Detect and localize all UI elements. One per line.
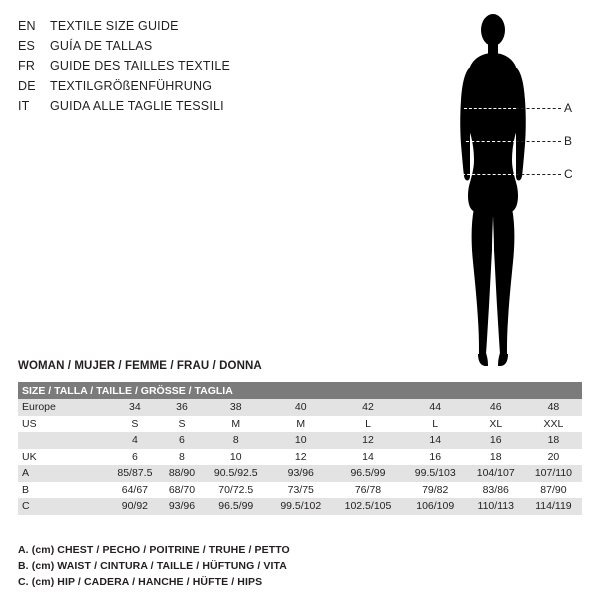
cell: M <box>269 416 332 433</box>
language-row-es <box>18 36 358 56</box>
cell: 36 <box>162 399 202 416</box>
cell: 14 <box>332 449 404 466</box>
table-caption: WOMAN / MUJER / FEMME / FRAU / DONNA <box>18 360 262 372</box>
cell: 34 <box>108 399 162 416</box>
cell: 18 <box>525 432 582 449</box>
cell: 12 <box>332 432 404 449</box>
cell: 110/113 <box>467 498 525 515</box>
cell: S <box>162 416 202 433</box>
cell: 68/70 <box>162 482 202 499</box>
cell: 88/90 <box>162 465 202 482</box>
cell: 10 <box>202 449 269 466</box>
language-row-fr <box>18 56 358 76</box>
table-row <box>18 482 582 499</box>
cell: 14 <box>404 432 467 449</box>
language-text-en: TEXTILE SIZE GUIDE <box>50 19 179 33</box>
measure-line-a-outer <box>516 108 561 109</box>
language-code-en: EN <box>18 19 36 33</box>
table-row <box>18 432 582 449</box>
measure-line-a-inner <box>464 108 516 109</box>
language-code-fr: FR <box>18 59 36 73</box>
cell: 102.5/105 <box>332 498 404 515</box>
cell: 93/96 <box>162 498 202 515</box>
cell: 6 <box>108 449 162 466</box>
cell: 6 <box>162 432 202 449</box>
cell: 99.5/103 <box>404 465 467 482</box>
cell: 79/82 <box>404 482 467 499</box>
row-label-a: A <box>18 465 108 482</box>
language-code-es: ES <box>18 39 36 53</box>
cell: S <box>108 416 162 433</box>
cell: 64/67 <box>108 482 162 499</box>
size-table <box>18 382 582 515</box>
body-figure <box>400 10 590 370</box>
cell: 83/86 <box>467 482 525 499</box>
note-c: C. (cm) HIP / CADERA / HANCHE / HÜFTE / HIPS <box>18 576 263 588</box>
table-header-cell: SIZE / TALLA / TAILLE / GRÖSSE / TAGLIA <box>18 382 582 399</box>
cell: 87/90 <box>525 482 582 499</box>
language-title-block <box>18 16 358 116</box>
row-label-us-numeric <box>18 432 108 449</box>
cell: 106/109 <box>404 498 467 515</box>
language-text-it: GUIDA ALLE TAGLIE TESSILI <box>50 99 224 113</box>
cell: 48 <box>525 399 582 416</box>
cell: 90/92 <box>108 498 162 515</box>
cell: 38 <box>202 399 269 416</box>
cell: 104/107 <box>467 465 525 482</box>
cell: 16 <box>404 449 467 466</box>
cell: 90.5/92.5 <box>202 465 269 482</box>
cell: 96.5/99 <box>202 498 269 515</box>
row-label-us: US <box>18 416 108 433</box>
cell: 73/75 <box>269 482 332 499</box>
cell: 20 <box>525 449 582 466</box>
language-code-it: IT <box>18 99 30 113</box>
note-b: B. (cm) WAIST / CINTURA / TAILLE / HÜFTUNG / VITA <box>18 560 287 572</box>
measure-line-b-inner <box>466 141 516 142</box>
cell: XXL <box>525 416 582 433</box>
female-silhouette-icon <box>438 10 548 370</box>
cell: 99.5/102 <box>269 498 332 515</box>
cell: 107/110 <box>525 465 582 482</box>
cell: 8 <box>202 432 269 449</box>
cell: XL <box>467 416 525 433</box>
language-row-de <box>18 76 358 96</box>
language-text-es: GUÍA DE TALLAS <box>50 39 153 53</box>
row-label-c: C <box>18 498 108 515</box>
cell: 42 <box>332 399 404 416</box>
cell: L <box>404 416 467 433</box>
table-row <box>18 416 582 433</box>
table-header-row <box>18 382 582 399</box>
measure-label-a: A <box>564 101 573 115</box>
row-label-uk: UK <box>18 449 108 466</box>
table-row <box>18 465 582 482</box>
cell: 10 <box>269 432 332 449</box>
cell: 114/119 <box>525 498 582 515</box>
cell: 46 <box>467 399 525 416</box>
cell: 85/87.5 <box>108 465 162 482</box>
cell: L <box>332 416 404 433</box>
cell: 93/96 <box>269 465 332 482</box>
measure-line-c-outer <box>516 174 561 175</box>
table-row <box>18 399 582 416</box>
cell: 18 <box>467 449 525 466</box>
measure-label-b: B <box>564 134 573 148</box>
cell: 96.5/99 <box>332 465 404 482</box>
measure-label-c: C <box>564 167 573 181</box>
table-row <box>18 498 582 515</box>
cell: 16 <box>467 432 525 449</box>
cell: 44 <box>404 399 467 416</box>
measure-line-b-outer <box>516 141 561 142</box>
cell: M <box>202 416 269 433</box>
cell: 8 <box>162 449 202 466</box>
language-text-fr: GUIDE DES TAILLES TEXTILE <box>50 59 231 73</box>
table-row <box>18 449 582 466</box>
language-text-de: TEXTILGRÖßENFÜHRUNG <box>50 79 213 93</box>
cell: 76/78 <box>332 482 404 499</box>
cell: 70/72.5 <box>202 482 269 499</box>
note-a: A. (cm) CHEST / PECHO / POITRINE / TRUHE / PETTO <box>18 544 290 556</box>
language-row-it <box>18 96 358 116</box>
measure-line-c-inner <box>462 174 516 175</box>
language-code-de: DE <box>18 79 36 93</box>
cell: 40 <box>269 399 332 416</box>
measurement-notes <box>18 542 578 590</box>
row-label-europe: Europe <box>18 399 108 416</box>
language-row-en <box>18 16 358 36</box>
cell: 4 <box>108 432 162 449</box>
row-label-b: B <box>18 482 108 499</box>
cell: 12 <box>269 449 332 466</box>
